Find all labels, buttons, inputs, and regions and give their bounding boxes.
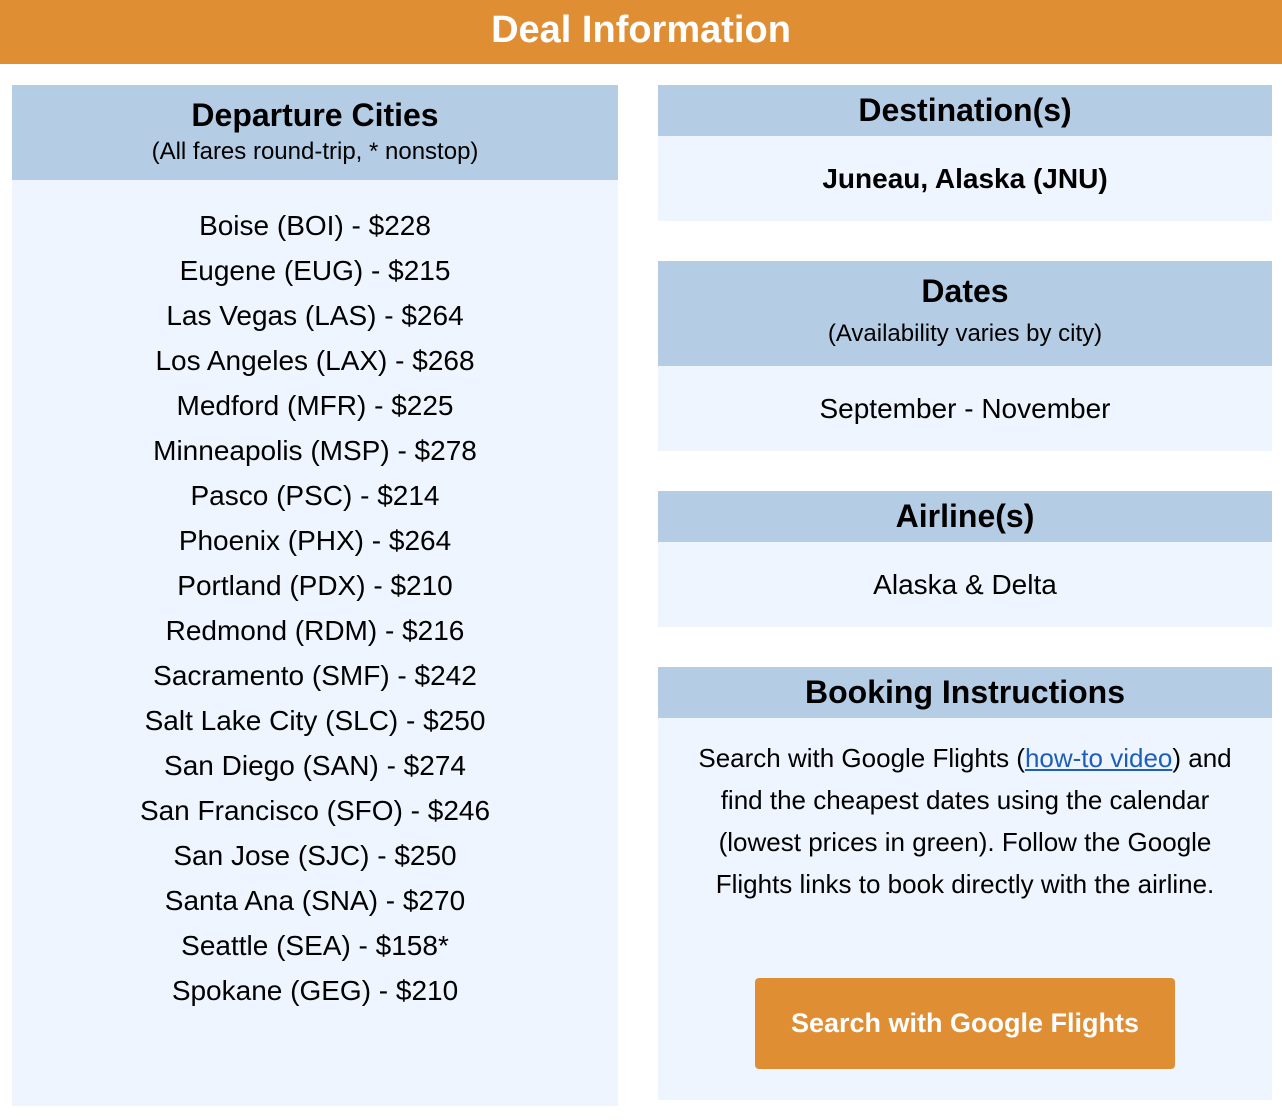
deal-information-banner [0,0,1282,64]
departure-city-item: Sacramento (SMF) - $242 [153,660,477,691]
booking-instructions-title: Booking Instructions [805,674,1125,710]
departure-cities-header [12,85,618,180]
departure-city-item: Redmond (RDM) - $216 [165,615,465,646]
airline-title: Airline(s) [895,498,1035,534]
departure-cities-subtitle: (All fares round-trip, * nonstop) [151,138,479,165]
search-google-flights-button[interactable]: Search with Google Flights [755,978,1175,1069]
departure-city-item: Pasco (PSC) - $214 [190,480,440,511]
booking-instructions-header [658,667,1272,718]
booking-instructions-text [695,737,1235,905]
dates-subtitle: (Availability varies by city) [827,320,1103,347]
airline-panel [658,491,1272,627]
banner-title: Deal Information [491,9,791,51]
dates-title: Dates [921,273,1009,309]
instructions-text-after-link: ) and find the cheapest dates using the calendar (lowest prices in green). Follow the Google Flights links to book directly with the airline. [715,743,1232,899]
departure-city-item: Portland (PDX) - $210 [177,570,453,601]
departure-city-item: San Diego (SAN) - $274 [164,750,466,781]
destination-header [658,85,1272,136]
departure-city-item: San Jose (SJC) - $250 [173,840,457,871]
departure-cities-title: Departure Cities [191,97,439,133]
booking-instructions-panel [658,667,1272,1100]
destination-panel [658,85,1272,221]
dates-value: September - November [819,393,1111,424]
departure-city-item: Los Angeles (LAX) - $268 [155,345,475,376]
departure-cities-panel [12,85,618,1106]
instructions-text-before-link: Search with Google Flights ( [698,743,1025,773]
departure-city-item: Salt Lake City (SLC) - $250 [144,705,486,736]
destination-title: Destination(s) [858,92,1072,128]
dates-header [658,261,1272,366]
departure-city-item: San Francisco (SFO) - $246 [139,795,491,826]
airline-value: Alaska & Delta [873,569,1057,600]
departure-city-item: Spokane (GEG) - $210 [171,975,459,1006]
departure-city-item: Seattle (SEA) - $158* [181,930,449,961]
departure-city-item: Boise (BOI) - $228 [199,210,431,241]
how-to-video-link[interactable]: how-to video [1024,743,1173,773]
airline-header [658,491,1272,542]
departure-city-item: Medford (MFR) - $225 [176,390,454,421]
departure-city-item: Santa Ana (SNA) - $270 [164,885,466,916]
departure-city-item: Las Vegas (LAS) - $264 [166,300,464,331]
departure-city-item: Eugene (EUG) - $215 [179,255,451,286]
departure-city-list [12,180,618,1013]
dates-panel [658,261,1272,451]
destination-value: Juneau, Alaska (JNU) [822,163,1108,194]
departure-city-item: Phoenix (PHX) - $264 [178,525,452,556]
departure-city-item: Minneapolis (MSP) - $278 [153,435,477,466]
